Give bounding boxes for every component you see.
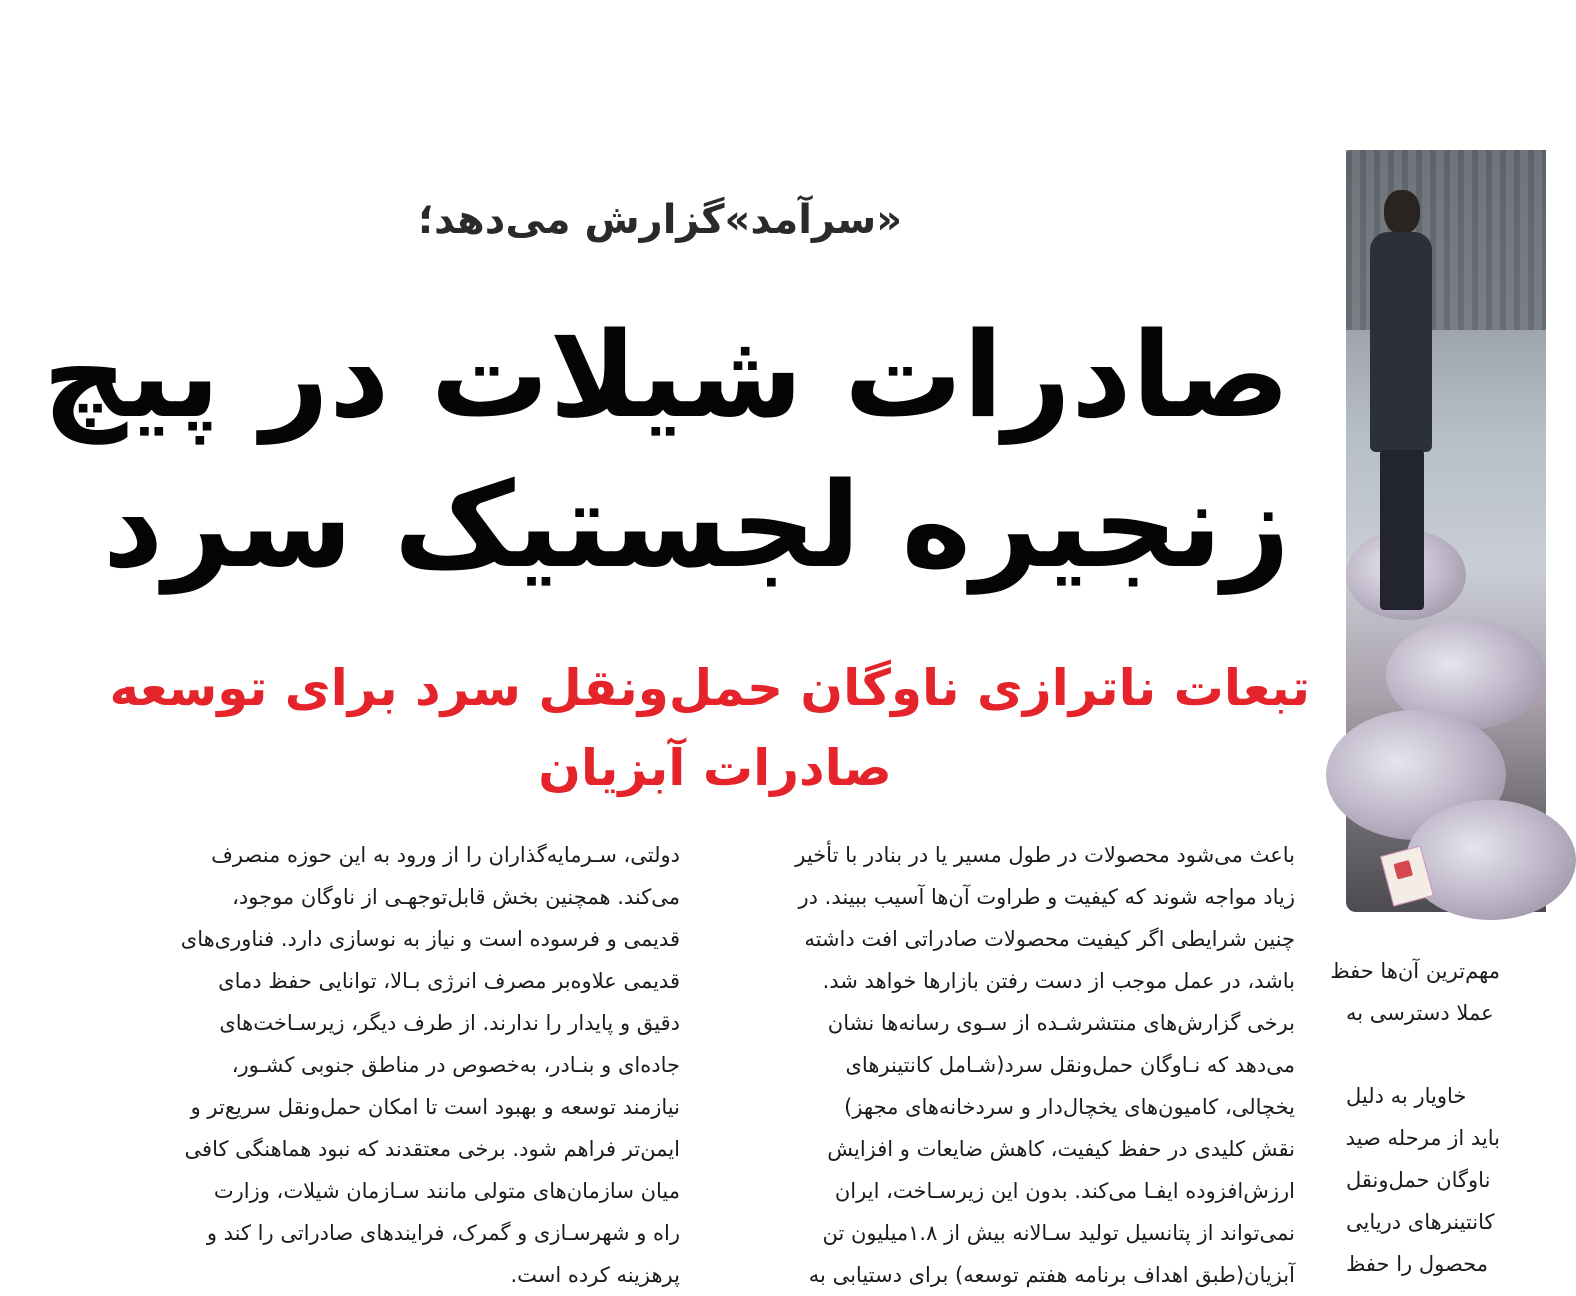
subhead [109, 648, 1310, 808]
body-line: نیازمند توسعه و بهبود است تا امکان حمل‌ونقل سریع‌تر و [190, 1095, 680, 1119]
body-line: میان سازمان‌های متولی مانند سـازمان شیلات، وزارت [213, 1179, 680, 1203]
headline-line-2: زنجیره لجستیک سرد [102, 456, 1290, 594]
body-line: باعث می‌شود محصولات در طول مسیر یا در بنادر با تأخیر [795, 843, 1295, 867]
body-line: دولتی، سـرمایه‌گذاران را از ورود به این حوزه منصرف [211, 843, 680, 867]
photo-worker-legs [1380, 450, 1424, 610]
body-line: ایمن‌تر فراهم شود. برخی معتقدند که نبود هماهنگی کافی [184, 1137, 680, 1161]
body-line: می‌کند. همچنین بخش قابل‌توجهـی از ناوگان موجود، [232, 885, 680, 909]
side-line: کانتینرهای دریایی [1346, 1210, 1495, 1234]
body-line: می‌دهد که نـاوگان حمل‌ونقل سرد(شـامل کانتینرهای [845, 1053, 1295, 1077]
photo-worker [1366, 190, 1436, 620]
body-line: چنین شرایطی اگر کیفیت محصولات صادراتی افت داشته [804, 927, 1295, 951]
side-line: باید از مرحله صید [1345, 1126, 1500, 1150]
article-column-left [105, 834, 680, 1287]
photo-fish [1406, 800, 1576, 920]
body-line: جاده‌ای و بنـادر، به‌خصوص در مناطق جنوبی کشـور، [231, 1053, 680, 1077]
body-line: زیاد مواجه شوند که کیفیت و طراوت آن‌ها آسیب ببیند. در [798, 885, 1295, 909]
body-line: برخی گزارش‌های منتشرشـده از سـوی رسانه‌ها نشان [827, 1011, 1295, 1035]
body-line: پرهزینه کرده است. [510, 1263, 680, 1287]
body-line: باشد، در عمل موجب از دست رفتن بازارها خواهد شد. [822, 969, 1295, 993]
side-line: محصول را حفظ [1346, 1252, 1488, 1276]
subhead-line-1: تبعات ناترازی ناوگان حمل‌ونقل سرد برای توسعه [109, 659, 1310, 717]
body-line: راه و شهرسـازی و گمرک، فرایندهای صادراتی را کند و [206, 1221, 680, 1245]
headline-line-1: صادرات شیلات در پیچ [42, 306, 1290, 444]
photo-worker-head [1384, 190, 1420, 234]
body-line: قدیمی و فرسوده است و نیاز به نوسازی دارد. فناوری‌های [180, 927, 680, 951]
side-line: عملا دسترسی به [1346, 1001, 1494, 1025]
body-line: آبزیان(طبق اهداف برنامه هفتم توسعه) برای دستیابی به [808, 1263, 1295, 1287]
body-line: قدیمی علاوه‌بر مصرف انرژی بـالا، توانایی حفظ دمای [218, 969, 680, 993]
photo-worker-torso [1370, 232, 1432, 452]
side-line: خاویار به دلیل [1346, 1084, 1467, 1108]
subhead-line-2: صادرات آبزیان [538, 739, 892, 797]
fish-market-photo [1346, 150, 1546, 912]
body-line: نقش کلیدی در حفظ کیفیت، کاهش ضایعات و افزایش [827, 1137, 1295, 1161]
kicker: «سرآمد»گزارش می‌دهد؛ [417, 197, 903, 243]
body-line: یخچالی، کامیون‌های یخچال‌دار و سردخانه‌های مجهز) [844, 1095, 1295, 1119]
body-line: دقیق و پایدار را ندارند. از طرف دیگر، زیرسـاخت‌های [219, 1011, 680, 1035]
body-line: ارزش‌افزوده ایفـا می‌کند. بدون این زیرسـاخت، ایران [834, 1179, 1295, 1203]
side-column-bottom [1345, 1075, 1500, 1276]
side-line: مهم‌ترین آن‌ها حفظ [1330, 959, 1500, 983]
body-line: نمی‌تواند از پتانسیل تولید سـالانه بیش از ۱.۸میلیون تن [822, 1221, 1295, 1245]
headline [42, 300, 1290, 600]
article-column-right [720, 834, 1295, 1287]
side-line: ناوگان حمل‌ونقل [1346, 1168, 1491, 1192]
side-column-top [1330, 950, 1500, 1040]
